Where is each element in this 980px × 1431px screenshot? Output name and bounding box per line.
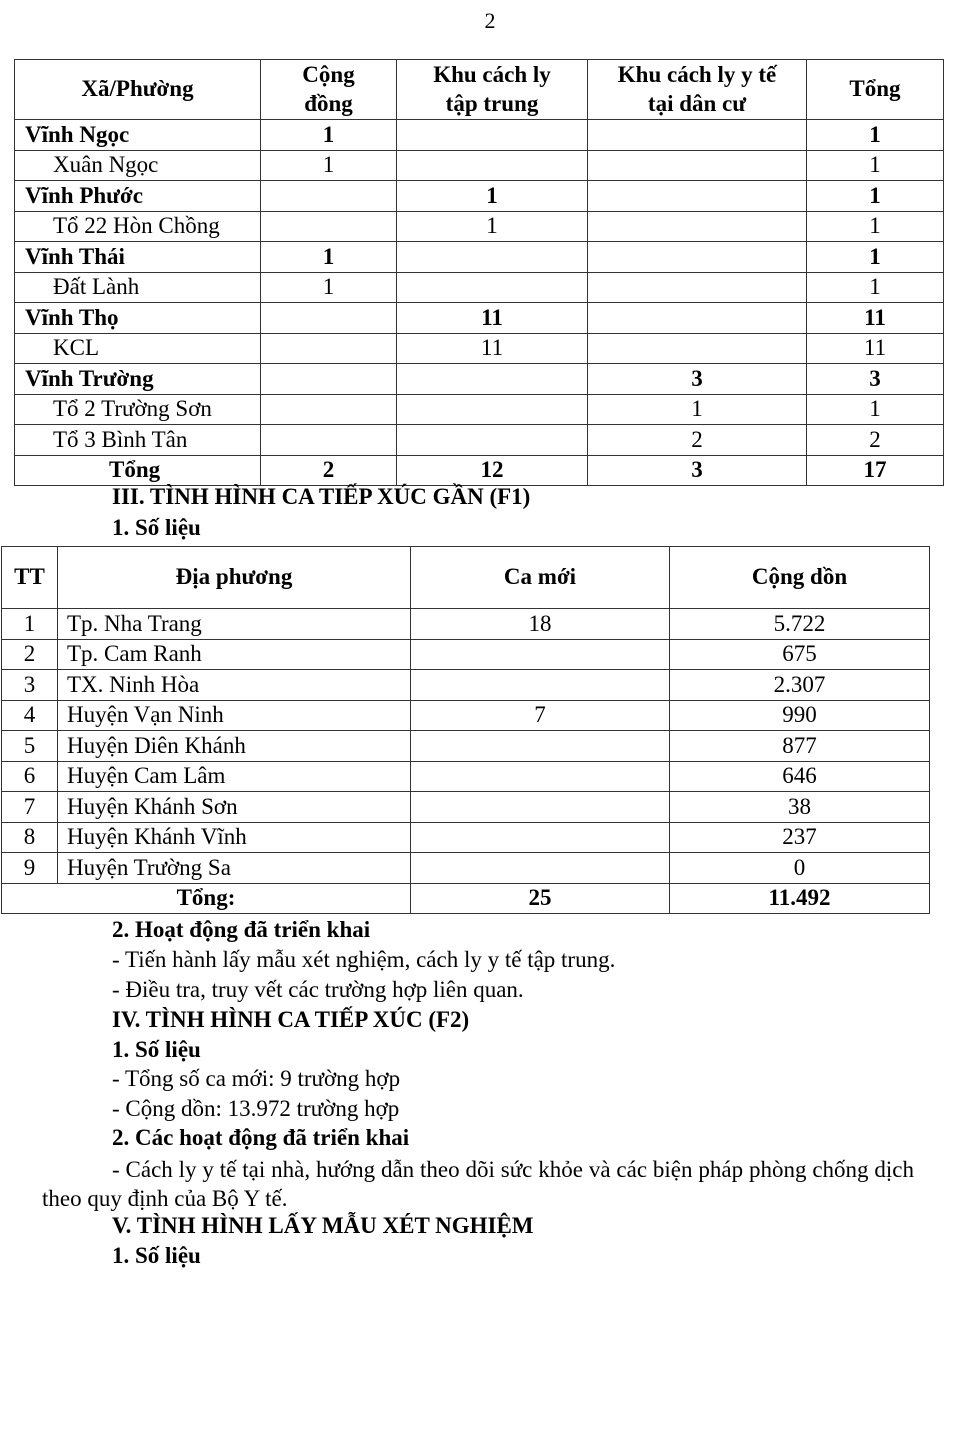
- table-row: [2, 731, 930, 762]
- cell-tong: 1: [807, 272, 944, 303]
- table-row: [15, 211, 944, 242]
- page-number: 2: [484, 8, 496, 33]
- section-3-subheading-activities: 2. Hoạt động đã triển khai: [112, 917, 371, 942]
- cell-khu-dan-cu: [588, 333, 807, 364]
- cell-cong-don: 646: [670, 761, 930, 792]
- cell-cong-dong: [261, 425, 397, 456]
- table-row: [2, 761, 930, 792]
- cell-ca-moi: [411, 792, 670, 823]
- table-row: [2, 853, 930, 884]
- cell-cong-don: 237: [670, 822, 930, 853]
- cell-cong-don: 990: [670, 700, 930, 731]
- cell-dia-phuong: Huyện Diên Khánh: [58, 731, 411, 762]
- table-row: [2, 670, 930, 701]
- cell-tt: 6: [2, 761, 58, 792]
- cell-cong-don: 5.722: [670, 609, 930, 640]
- cell-khu-tap-trung: [397, 120, 588, 151]
- table-row: [15, 425, 944, 456]
- cell-khu-tap-trung: 11: [397, 303, 588, 334]
- cell-khu-dan-cu: [588, 181, 807, 212]
- cell-cong-dong: [261, 181, 397, 212]
- cell-khu-dan-cu: 2: [588, 425, 807, 456]
- cell-cong-dong: 1: [261, 150, 397, 181]
- table-total-row: [15, 455, 944, 486]
- section-4-paragraph: - Cách ly y tế tại nhà, hướng dẫn theo dõi sức khỏe và các biện pháp phòng chống dịch theo quy định của Bộ Y tế.: [42, 1157, 914, 1211]
- cell-tong: 11: [807, 333, 944, 364]
- section-4-subheading-data: 1. Số liệu: [112, 1037, 201, 1062]
- cell-ca-moi: [411, 639, 670, 670]
- cell-name: Đất Lành: [15, 272, 261, 303]
- total-label: Tổng:: [2, 883, 411, 914]
- total-cell-name: Tổng: [15, 455, 261, 486]
- f1-contacts-table: [1, 546, 930, 914]
- cell-cong-don: 0: [670, 853, 930, 884]
- cell-ca-moi: [411, 761, 670, 792]
- cell-khu-tap-trung: [397, 272, 588, 303]
- header-cong-don: Cộng dồn: [670, 547, 930, 609]
- cell-dia-phuong: Huyện Khánh Sơn: [58, 792, 411, 823]
- section-4-title: IV. TÌNH HÌNH CA TIẾP XÚC (F2): [112, 1007, 470, 1032]
- cell-khu-tap-trung: [397, 242, 588, 273]
- cell-tt: 2: [2, 639, 58, 670]
- cell-dia-phuong: Huyện Khánh Vĩnh: [58, 822, 411, 853]
- table-header-row: [2, 547, 930, 609]
- cell-khu-dan-cu: [588, 303, 807, 334]
- cell-tt: 4: [2, 700, 58, 731]
- cell-tt: 8: [2, 822, 58, 853]
- cell-cong-dong: [261, 303, 397, 334]
- cell-cong-don: 877: [670, 731, 930, 762]
- header-tt: TT: [2, 547, 58, 609]
- cell-tong: 1: [807, 211, 944, 242]
- cell-tong: 1: [807, 181, 944, 212]
- cell-name: Xuân Ngọc: [15, 150, 261, 181]
- cell-tong: 1: [807, 394, 944, 425]
- section-4-subheading-activities: 2. Các hoạt động đã triển khai: [112, 1125, 410, 1150]
- table-row: [2, 700, 930, 731]
- cell-khu-dan-cu: [588, 242, 807, 273]
- cell-dia-phuong: Tp. Cam Ranh: [58, 639, 411, 670]
- header-cong-dong: Cộng đồng: [261, 60, 397, 120]
- cell-name: Tổ 2 Trường Sơn: [15, 394, 261, 425]
- cell-khu-dan-cu: [588, 120, 807, 151]
- cell-cong-don: 675: [670, 639, 930, 670]
- cell-cong-don: 38: [670, 792, 930, 823]
- quarantine-location-table: [14, 59, 944, 486]
- cell-khu-tap-trung: [397, 394, 588, 425]
- cell-khu-tap-trung: [397, 150, 588, 181]
- table-row: [2, 639, 930, 670]
- cell-cong-don: 2.307: [670, 670, 930, 701]
- table-group-row: [15, 242, 944, 273]
- cell-dia-phuong: Huyện Vạn Ninh: [58, 700, 411, 731]
- cell-khu-dan-cu: 3: [588, 364, 807, 395]
- cell-khu-dan-cu: [588, 150, 807, 181]
- cell-tong: 2: [807, 425, 944, 456]
- section-3-title: III. TÌNH HÌNH CA TIẾP XÚC GẦN (F1): [112, 484, 531, 509]
- cell-ca-moi: 18: [411, 609, 670, 640]
- cell-dia-phuong: Tp. Nha Trang: [58, 609, 411, 640]
- cell-name: Vĩnh Ngọc: [15, 120, 261, 151]
- total-cell-cong-dong: 2: [261, 455, 397, 486]
- total-cell-ca-moi: 25: [411, 883, 670, 914]
- cell-ca-moi: [411, 670, 670, 701]
- table-row: [2, 822, 930, 853]
- cell-ca-moi: [411, 853, 670, 884]
- table-row: [15, 272, 944, 303]
- table-header-row: [15, 60, 944, 120]
- section-3-subheading-data: 1. Số liệu: [112, 515, 201, 540]
- header-khu-cach-ly-tap-trung: Khu cách ly tập trung: [397, 60, 588, 120]
- table-group-row: [15, 303, 944, 334]
- cell-cong-dong: [261, 394, 397, 425]
- table-row: [15, 150, 944, 181]
- total-cell-khu-dan-cu: 3: [588, 455, 807, 486]
- total-cell-tong: 17: [807, 455, 944, 486]
- cell-khu-dan-cu: [588, 211, 807, 242]
- table-group-row: [15, 120, 944, 151]
- cell-dia-phuong: Huyện Cam Lâm: [58, 761, 411, 792]
- header-xa-phuong: Xã/Phường: [15, 60, 261, 120]
- cell-khu-tap-trung: [397, 425, 588, 456]
- cell-ca-moi: [411, 731, 670, 762]
- table-group-row: [15, 364, 944, 395]
- cell-ca-moi: 7: [411, 700, 670, 731]
- activity-item: - Điều tra, truy vết các trường hợp liên quan.: [112, 977, 524, 1002]
- cell-tt: 3: [2, 670, 58, 701]
- stat-item: - Cộng dồn: 13.972 trường hợp: [112, 1096, 400, 1121]
- cell-tong: 1: [807, 120, 944, 151]
- cell-tt: 5: [2, 731, 58, 762]
- cell-cong-dong: [261, 333, 397, 364]
- cell-dia-phuong: TX. Ninh Hòa: [58, 670, 411, 701]
- header-dia-phuong: Địa phương: [58, 547, 411, 609]
- cell-tong: 11: [807, 303, 944, 334]
- stat-item: - Tổng số ca mới: 9 trường hợp: [112, 1066, 401, 1091]
- cell-tong: 3: [807, 364, 944, 395]
- total-cell-cong-don: 11.492: [670, 883, 930, 914]
- cell-khu-tap-trung: 1: [397, 181, 588, 212]
- cell-khu-tap-trung: 1: [397, 211, 588, 242]
- cell-khu-tap-trung: [397, 364, 588, 395]
- section-5-title: V. TÌNH HÌNH LẤY MẪU XÉT NGHIỆM: [112, 1213, 534, 1238]
- cell-name: Vĩnh Trường: [15, 364, 261, 395]
- header-tong: Tổng: [807, 60, 944, 120]
- cell-name: Tổ 3 Bình Tân: [15, 425, 261, 456]
- cell-tt: 7: [2, 792, 58, 823]
- cell-tong: 1: [807, 242, 944, 273]
- activity-item: - Tiến hành lấy mẫu xét nghiệm, cách ly y tế tập trung.: [112, 947, 616, 972]
- cell-name: KCL: [15, 333, 261, 364]
- table-row: [2, 609, 930, 640]
- cell-khu-dan-cu: 1: [588, 394, 807, 425]
- cell-dia-phuong: Huyện Trường Sa: [58, 853, 411, 884]
- cell-name: Vĩnh Thọ: [15, 303, 261, 334]
- cell-name: Vĩnh Thái: [15, 242, 261, 273]
- table-row: [2, 792, 930, 823]
- cell-tt: 9: [2, 853, 58, 884]
- cell-cong-dong: [261, 211, 397, 242]
- cell-khu-dan-cu: [588, 272, 807, 303]
- cell-name: Tổ 22 Hòn Chồng: [15, 211, 261, 242]
- cell-cong-dong: 1: [261, 242, 397, 273]
- cell-khu-tap-trung: 11: [397, 333, 588, 364]
- header-khu-cach-ly-dan-cu: Khu cách ly y tế tại dân cư: [588, 60, 807, 120]
- header-ca-moi: Ca mới: [411, 547, 670, 609]
- cell-cong-dong: 1: [261, 120, 397, 151]
- cell-name: Vĩnh Phước: [15, 181, 261, 212]
- section-5-subheading-data: 1. Số liệu: [112, 1243, 201, 1268]
- total-cell-khu-tap-trung: 12: [397, 455, 588, 486]
- cell-ca-moi: [411, 822, 670, 853]
- table-row: [15, 333, 944, 364]
- cell-cong-dong: 1: [261, 272, 397, 303]
- cell-cong-dong: [261, 364, 397, 395]
- table-total-row: [2, 883, 930, 914]
- table-row: [15, 394, 944, 425]
- cell-tt: 1: [2, 609, 58, 640]
- cell-tong: 1: [807, 150, 944, 181]
- table-group-row: [15, 181, 944, 212]
